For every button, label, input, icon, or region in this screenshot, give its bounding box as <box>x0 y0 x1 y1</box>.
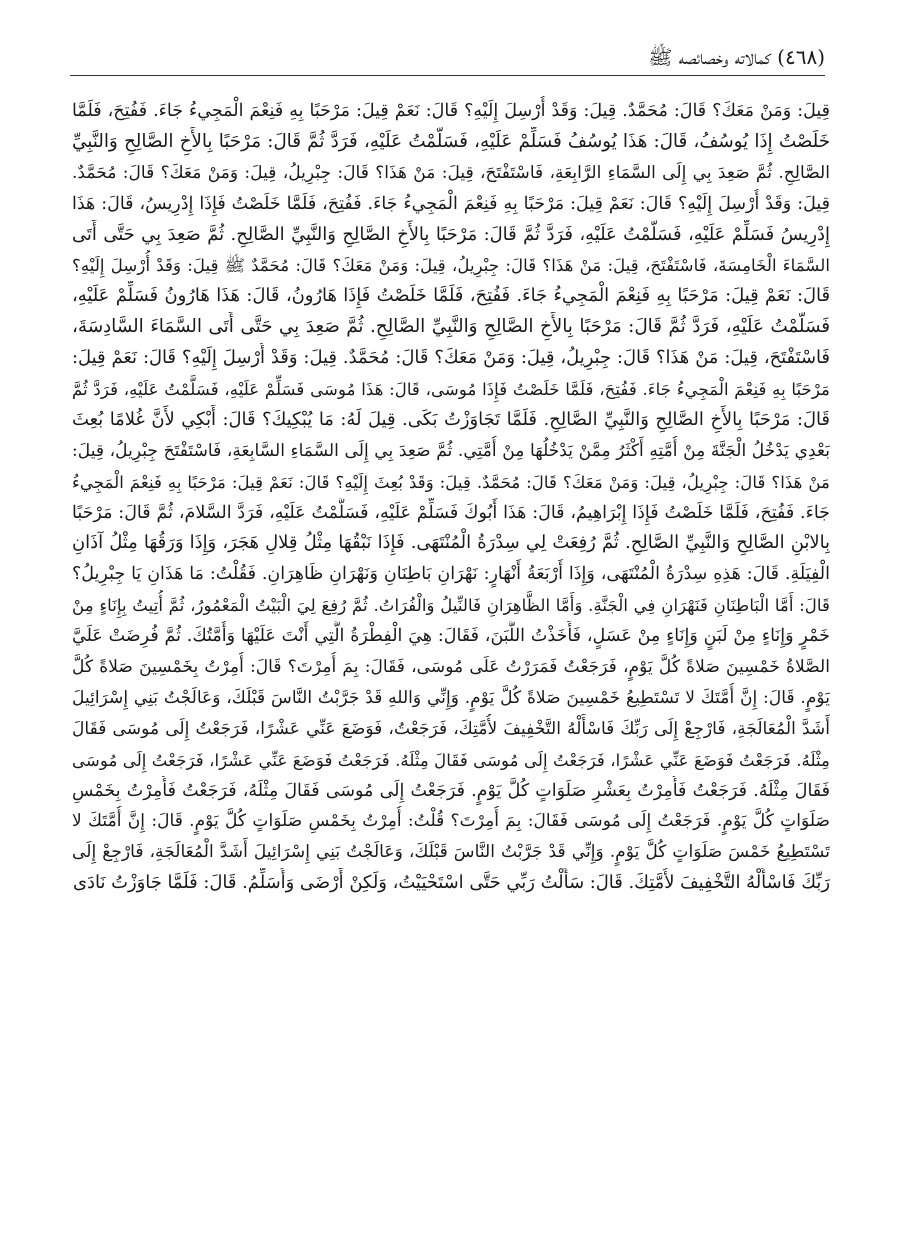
text-line: قَالَ: مَرْحَبًا بِالأَخِ الصَّالِحِ وَالنَّبِيِّ الصَّالِحِ. فَلَمَّا تَجَاوَزْتُ بَكَى. قِيلَ لَهُ: مَا يُبْكِيكَ؟ قَالَ: أَبْكِي لأَنَّ غُلامًا بُعِثَ <box>72 408 830 430</box>
text-line: رَبِّكَ فَاسْأَلْهُ التَّخْفِيفَ لأُمَّتِكَ. قَالَ: سَأَلْتُ رَبِّي حَتَّى اسْتَحْيَيْتُ، وَلَكِنْ أَرْضَى وَأُسَلِّمُ. قَالَ: فَلَمَّا جَاوَزْتُ نَادَى <box>73 872 830 894</box>
text-line: خَمْرٍ وَإِنَاءٍ مِنْ لَبَنٍ وَإِنَاءٍ مِنْ عَسَلٍ، فَأَخَذْتُ اللَّبَنَ، فَقَالَ: هِيَ الْفِطْرَةُ الَّتِي أَنْتَ عَلَيْهَا وَأُمَّتُكَ. ثُمَّ فُرِضَتْ عَلَيَّ <box>72 626 830 647</box>
text-line: بِالابْنِ الصَّالِحِ وَالنَّبِيِّ الصَّالِحِ. ثُمَّ رُفِعَتْ لِي سِدْرَةُ الْمُنْتَهَى. فَإِذَا نَبْقُهَا مِثْلُ قِلالِ هَجَرَ، وَإِذَا وَرَقُهَا مِثْلُ آذَانِ <box>72 532 830 554</box>
text-line: الْفِيَلَةِ. قَالَ: هَذِهِ سِدْرَةُ الْمُنْتَهَى، وَإِذَا أَرْبَعَةُ أَنْهَارٍ: نَهْرَانِ بَاطِنَانِ وَنَهْرَانِ ظَاهِرَانِ. فَقُلْتُ: مَا هَذَانِ يَا جِبْرِيلُ؟ <box>72 564 830 585</box>
text-line: أَشَدَّ الْمُعَالَجَةِ، فَارْجِعْ إِلَى رَبِّكَ فَاسْأَلْهُ التَّخْفِيفَ لأُمَّتِكَ، فَرَجَعْتُ، فَوَضَعَ عَنِّي عَشْرًا، فَرَجَعْتُ إِلَى مُوسَى فَقَالَ <box>72 718 830 739</box>
text-line: قَالَ: أَمَّا الْبَاطِنَانِ فَنَهْرَانِ فِي الْجَنَّةِ. وَأَمَّا الظَّاهِرَانِ فَالنِّيلُ وَالْفُرَاتُ. ثُمَّ رُفِعَ لِيَ الْبَيْتُ الْمَعْمُورُ، ثُمَّ أُتِيتُ بِإِنَاءٍ مِنْ <box>72 595 830 616</box>
text-line: الصَّلاةُ خَمْسِينَ صَلاةً كُلَّ يَوْمٍ، فَرَجَعْتُ فَمَرَرْتُ عَلَى مُوسَى، فَقَالَ: بِمَ أُمِرْتَ؟ قَالَ: أُمِرْتُ بِخَمْسِينَ صَلاةً كُلَّ <box>72 657 830 678</box>
text-line: السَّمَاءَ الْخَامِسَةَ، فَاسْتَفْتَحَ، قِيلَ: مَنْ هَذَا؟ قَالَ: جِبْرِيلُ، قِيلَ: وَمَنْ مَعَكَ؟ قَالَ: مُحَمَّدٌ ﷺ قِيلَ: وَقَدْ أُرْسِلَ إِلَيْهِ؟ <box>72 255 830 276</box>
text-line: قِيلَ: وَقَدْ أُرْسِلَ إِلَيْهِ؟ قَالَ: نَعَمْ قِيلَ: مَرْحَبًا بِهِ فَنِعْمَ الْمَجِيءُ جَاءَ. فَفُتِحَ، فَلَمَّا خَلَصْتُ فَإِذَا إِدْرِيسُ، قَالَ: هَذَا <box>72 193 830 214</box>
text-line: تَسْتَطِيعُ خَمْسَ صَلَوَاتٍ كُلَّ يَوْمٍ. وَإِنِّي قَدْ جَرَّبْتُ النَّاسَ قَبْلَكَ، وَعَالَجْتُ بَنِي إِسْرَائِيلَ أَشَدَّ الْمُعَالَجَةِ، فَارْجِعْ إِلَى <box>72 842 830 863</box>
running-header-title: (٤٦٨) كمالاته وخصائصه ﷺ <box>648 45 825 69</box>
text-line: خَلَصْتُ إِذَا يُوسُفُ، قَالَ: هَذَا يُوسُفُ فَسَلِّمْ عَلَيْهِ، فَسَلَّمْتُ عَلَيْهِ، فَرَدَّ ثُمَّ قَالَ: مَرْحَبًا بِالأَخِ الصَّالِحِ وَالنَّبِيِّ <box>72 130 830 152</box>
text-line: مَنْ هَذَا؟ قَالَ: جِبْرِيلُ، قِيلَ: وَمَنْ مَعَكَ؟ قَالَ: مُحَمَّدٌ. قِيلَ: وَقَدْ بُعِثَ إِلَيْهِ؟ قَالَ: نَعَمْ قِيلَ: مَرْحَبًا بِهِ فَنِعْمَ الْمَجِيءُ <box>72 471 830 492</box>
text-line: فَقَالَ مِثْلَهُ. فَرَجَعْتُ فَأُمِرْتُ بِعَشْرِ صَلَوَاتٍ كُلَّ يَوْمٍ. فَرَجَعْتُ إِلَى مُوسَى فَقَالَ مِثْلَهُ، فَرَجَعْتُ فَأُمِرْتُ بِخَمْسِ <box>72 780 830 801</box>
text-line: قَالَ: نَعَمْ قِيلَ: مَرْحَبًا بِهِ فَنِعْمَ الْمَجِيءُ جَاءَ. فَفُتِحَ، فَلَمَّا خَلَصْتُ فَإِذَا هَارُونُ، قَالَ: هَذَا هَارُونُ فَسَلِّمْ عَلَيْهِ، <box>72 285 830 307</box>
body-text <box>72 96 830 899</box>
text-line: يَوْمٍ. قَالَ: إِنَّ أُمَّتَكَ لا تَسْتَطِيعُ خَمْسِينَ صَلاةً كُلَّ يَوْمٍ. وَإِنِّي وَاللهِ قَدْ جَرَّبْتُ النَّاسَ قَبْلَكَ، وَعَالَجْتُ بَنِي إِسْرَائِيلَ <box>72 687 830 708</box>
text-line: بَعْدِي يَدْخُلُ الْجَنَّةَ مِنْ أُمَّتِهِ أَكْثَرُ مِمَّنْ يَدْخُلُهَا مِنْ أُمَّتِي. ثُمَّ صَعِدَ بِي إِلَى السَّمَاءِ السَّابِعَةِ، فَاسْتَفْتَحَ جِبْرِيلُ، قِيلَ: <box>72 440 830 461</box>
text-line: قِيلَ: وَمَنْ مَعَكَ؟ قَالَ: مُحَمَّدٌ. قِيلَ: وَقَدْ أُرْسِلَ إِلَيْهِ؟ قَالَ: نَعَمْ قِيلَ: مَرْحَبًا بِهِ فَنِعْمَ الْمَجِيءُ جَاءَ. فَفُتِحَ، فَلَمَّا <box>72 101 830 121</box>
text-line: فَسَلَّمْتُ عَلَيْهِ، فَرَدَّ ثُمَّ قَالَ: مَرْحَبًا بِالأَخِ الصَّالِحِ وَالنَّبِيِّ الصَّالِحِ. ثُمَّ صَعِدَ بِي حَتَّى أَتَى السَّمَاءَ السَّادِسَةَ، <box>72 316 830 338</box>
text-line: صَلَوَاتٍ كُلَّ يَوْمٍ. فَرَجَعْتُ إِلَى مُوسَى فَقَالَ: بِمَ أُمِرْتَ؟ قُلْتُ: أُمِرْتُ بِخَمْسِ صَلَوَاتٍ كُلَّ يَوْمٍ. قَالَ: إِنَّ أُمَّتَكَ لا <box>72 811 830 832</box>
page-header <box>70 42 825 76</box>
text-line: مَرْحَبًا بِهِ فَنِعْمَ الْمَجِيءُ جَاءَ. فَفُتِحَ، فَلَمَّا خَلَصْتُ فَإِذَا مُوسَى، قَالَ: هَذَا مُوسَى فَسَلِّمْ عَلَيْهِ، فَسَلَّمْتُ عَلَيْهِ، فَرَدَّ ثُمَّ <box>72 379 830 400</box>
header-rule <box>70 75 825 76</box>
text-line: مِثْلَهُ. فَرَجَعْتُ فَوَضَعَ عَنِّي عَشْرًا، فَرَجَعْتُ إِلَى مُوسَى فَقَالَ مِثْلَهُ. فَرَجَعْتُ فَوَضَعَ عَنِّي عَشْرًا، فَرَجَعْتُ إِلَى مُوسَى <box>72 749 830 770</box>
text-line: جَاءَ. فَفُتِحَ، فَلَمَّا خَلَصْتُ فَإِذَا إِبْرَاهِيمُ، قَالَ: هَذَا أَبُوكَ فَسَلِّمْ عَلَيْهِ، فَسَلَّمْتُ عَلَيْهِ، فَرَدَّ السَّلامَ، ثُمَّ قَالَ: مَرْحَبًا <box>72 502 830 523</box>
text-line: فَاسْتَفْتَحَ، قِيلَ: مَنْ هَذَا؟ قَالَ: جِبْرِيلُ، قِيلَ: وَمَنْ مَعَكَ؟ قَالَ: مُحَمَّدٌ. قِيلَ: وَقَدْ أُرْسِلَ إِلَيْهِ؟ قَالَ: نَعَمْ قِيلَ: <box>72 347 830 369</box>
text-line: إِدْرِيسُ فَسَلِّمْ عَلَيْهِ، فَسَلَّمْتُ عَلَيْهِ، فَرَدَّ ثُمَّ قَالَ: مَرْحَبًا بِالأَخِ الصَّالِحِ وَالنَّبِيِّ الصَّالِحِ. ثُمَّ صَعِدَ بِي حَتَّى أَتَى <box>72 223 830 245</box>
text-line: الصَّالِحِ. ثُمَّ صَعِدَ بِي إِلَى السَّمَاءِ الرَّابِعَةِ، فَاسْتَفْتَحَ، قِيلَ: مَنْ هَذَا؟ قَالَ: جِبْرِيلُ، قِيلَ: وَمَنْ مَعَكَ؟ قَالَ: مُحَمَّدٌ. <box>72 162 830 183</box>
